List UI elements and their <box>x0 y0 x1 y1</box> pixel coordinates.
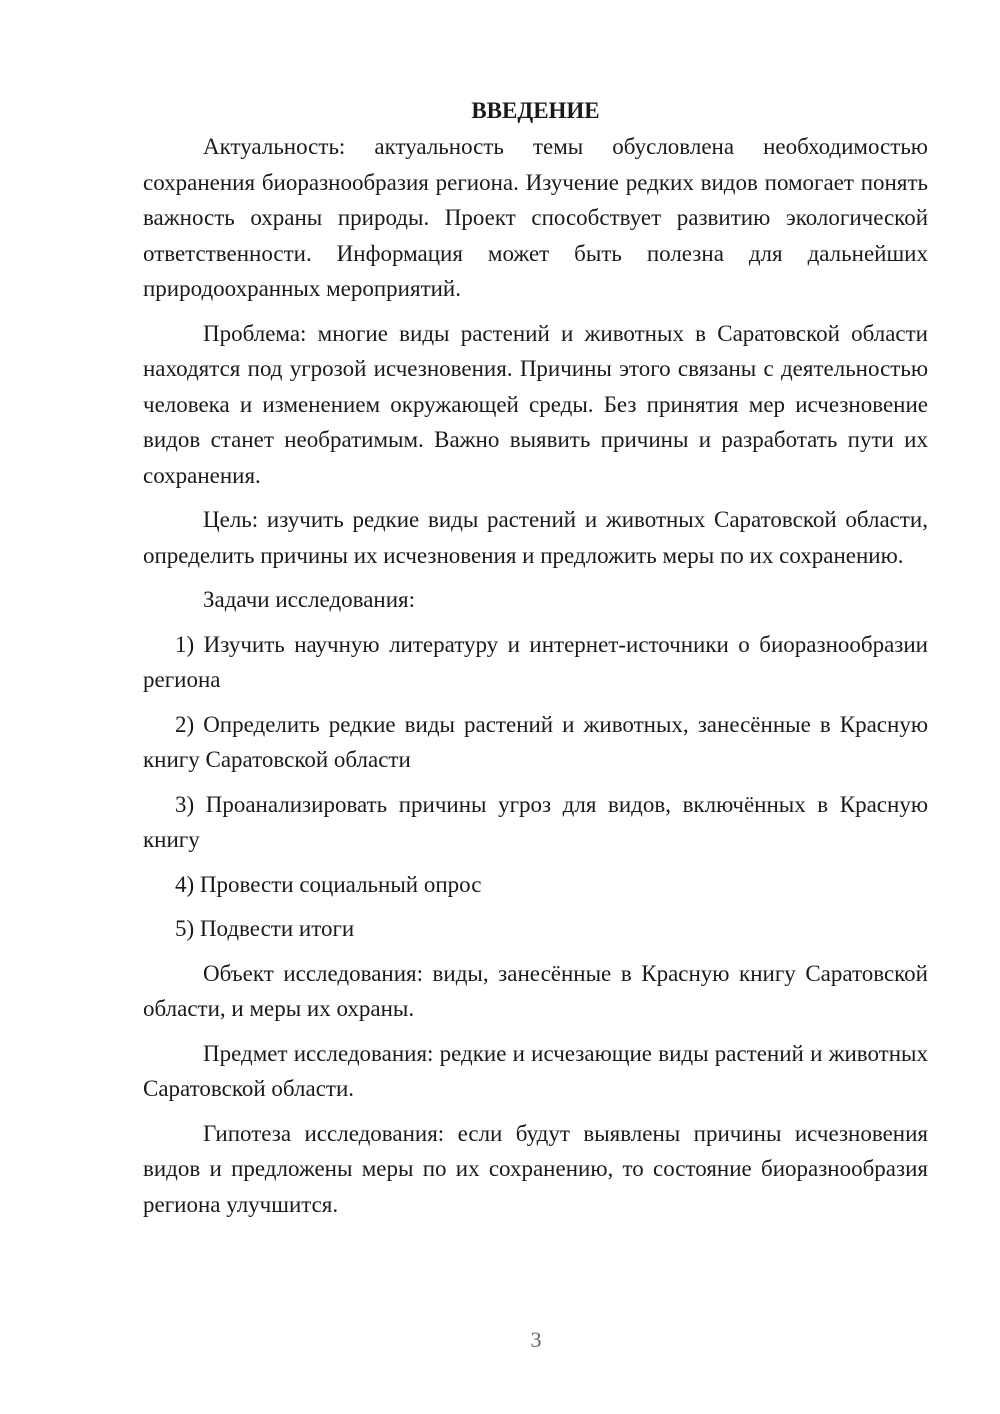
paragraph-tasks-heading: Задачи исследования: <box>203 587 416 612</box>
document-body <box>143 93 928 1231</box>
page-title: ВВЕДЕНИЕ <box>471 98 600 123</box>
list-item: 1) Изучить научную литературу и интернет-источники о биоразнообразии региона <box>143 631 928 692</box>
list-item: 5) Подвести итоги <box>175 916 355 941</box>
page-number: 3 <box>530 1327 542 1352</box>
paragraph-object: Объект исследования: виды, занесённые в Красную книгу Саратовской области, и меры их охраны. <box>143 960 928 1021</box>
task-list <box>143 627 928 947</box>
paragraph-problem: Проблема: многие виды растений и животных в Саратовской области находятся под угрозой исчезновения. Причины этого связаны с деятельностью человека и изменением окружающей среды. Без принятия мер исчезновение видов станет необратимым. Важно выявить причины и разработать пути их сохранения. <box>143 320 928 488</box>
paragraph-hypothesis: Гипотеза исследования: если будут выявлены причины исчезновения видов и предложены меры по их сохранению, то состояние биоразнообразия региона улучшится. <box>143 1120 928 1217</box>
paragraph-subject: Предмет исследования: редкие и исчезающие виды растений и животных Саратовской области. <box>143 1040 928 1101</box>
paragraph-goal: Цель: изучить редкие виды растений и животных Саратовской области, определить причины их исчезновения и предложить меры по их сохранению. <box>143 507 928 568</box>
paragraph-relevance: Актуальность: актуальность темы обусловлена необходимостью сохранения биоразнообразия региона. Изучение редких видов помогает понять важность охраны природы. Проект способствует развитию экологической ответственности. Информация может быть полезна для дальнейших природоохранных мероприятий. <box>143 134 928 301</box>
list-item: 2) Определить редкие виды растений и животных, занесённые в Красную книгу Саратовской области <box>143 711 928 772</box>
list-item: 3) Проанализировать причины угроз для видов, включённых в Красную книгу <box>143 791 928 852</box>
list-item: 4) Провести социальный опрос <box>175 871 482 897</box>
